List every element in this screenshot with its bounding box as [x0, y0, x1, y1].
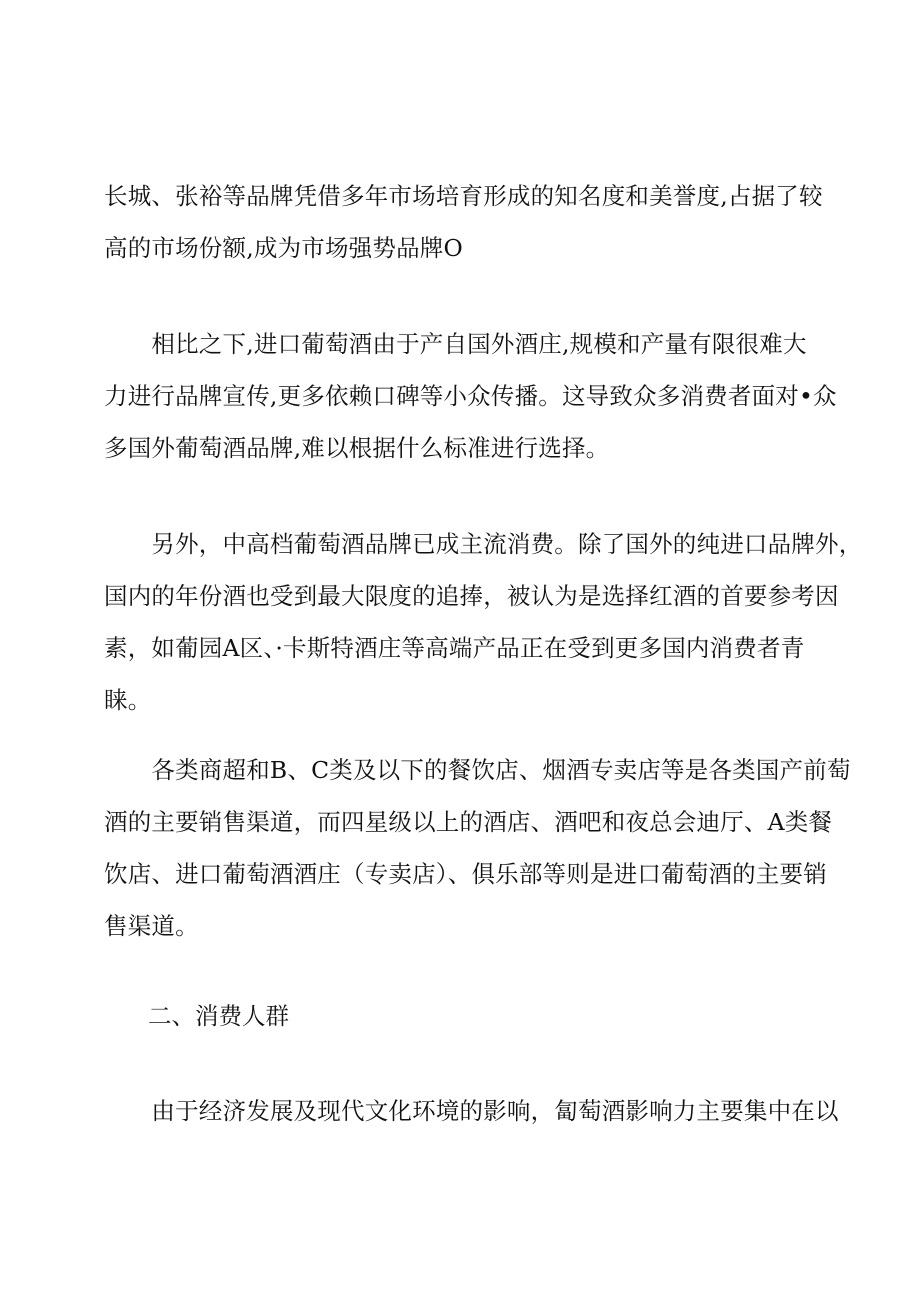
text-line: 高的市场份额,成为市场强势品牌O [104, 234, 463, 262]
text-line: 睐。 [104, 686, 152, 714]
text-line: 由于经济发展及现代文化环境的影响，匐萄酒影响力主要集中在以 [104, 1097, 839, 1125]
text-line: 另外，中高档葡萄酒品牌已成主流消费。除了国外的纯进口品牌外， [104, 530, 863, 558]
text-line: 素，如葡园A区、·卡斯特酒庄等高端产品正在受到更多国内消费者青 [104, 634, 805, 662]
text-line: 多国外葡萄酒品牌,难以根据什么标准进行选择。 [104, 434, 610, 462]
paragraph-high-end-brands [104, 518, 863, 726]
paragraph-sales-channels [104, 744, 851, 952]
paragraph-brand-reputation [104, 170, 823, 274]
text-line: 售渠道。 [104, 912, 199, 940]
text-line: 长城、张裕等品牌凭借多年市场培育形成的知名度和美誉度,占据了较 [104, 182, 823, 210]
text-line: 饮店、进口葡萄酒酒庄（专卖店）、俱乐部等则是进口葡萄酒的主要销 [104, 860, 827, 888]
text-line: 酒的主要销售渠道，而四星级以上的酒店、酒吧和夜总会迪厅、A类餐 [104, 808, 833, 836]
text-line: 各类商超和B、C类及以下的餐饮店、烟酒专卖店等是各类国产前萄 [104, 756, 851, 784]
paragraph-consumer-groups [104, 1085, 839, 1137]
paragraph-imported-wine [104, 318, 837, 474]
text-line: 国内的年份酒也受到最大限度的追捧，被认为是选择红酒的首要参考因 [104, 582, 839, 610]
section-heading: 二、消费人群 [148, 1002, 289, 1030]
text-line: 力进行品牌宣传,更多依赖口碑等小众传播。这导致众多消费者面对•众 [104, 382, 837, 410]
text-line: 相比之下,进口葡萄酒由于产自国外酒庄,规模和产量有限很难大 [104, 330, 807, 358]
